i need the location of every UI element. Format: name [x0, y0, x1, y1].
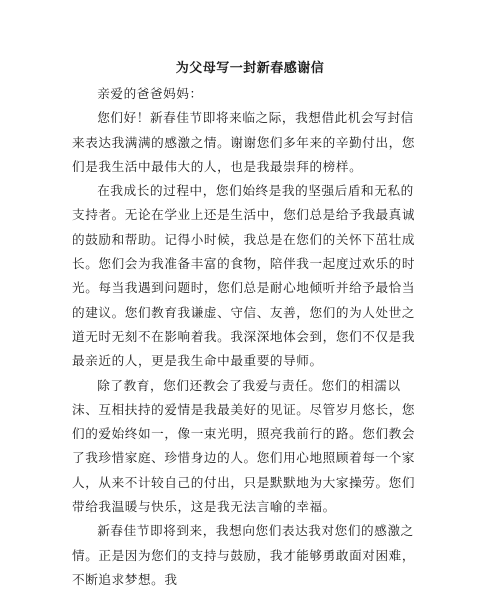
letter-paragraph: 新春佳节即将到来，我想向您们表达我对您们的感激之情。正是因为您们的支持与鼓励，我才能够勇敢面对困难，不断追求梦想。我	[72, 523, 416, 587]
letter-body	[72, 82, 426, 592]
letter-paragraph: 除了教育，您们还教会了我爱与责任。您们的相濡以沫、互相扶持的爱情是我最美好的见证。尽管岁月悠长，您们的爱始终如一，像一束光明，照亮我前行的路。您们教会了我珍惜家庭、珍惜身边的人。您们用心地照顾着每一个家人，从来不计较自己的付出，只是默默地为大家操劳。您们带给我温暖与快乐，这是我无法言喻的幸福。	[72, 377, 416, 515]
letter-paragraph: 您们好！新春佳节即将来临之际，我想借此机会写封信来表达我满满的感激之情。谢谢您们多年来的辛勤付出，您们是我生活中最伟大的人，也是我最崇拜的榜样。	[72, 110, 416, 174]
letter-paragraph: 在我成长的过程中，您们始终是我的坚强后盾和无私的支持者。无论在学业上还是生活中，您们总是给予我最真诚的鼓励和帮助。记得小时候，我总是在您们的关怀下茁壮成长。您们会为我准备丰富的食物，陪伴我一起度过欢乐的时光。每当我遇到问题时，您们总是耐心地倾听并给予最恰当的建议。您们教育我谦虚、守信、友善，您们的为人处世之道无时无刻不在影响着我。我深深地体会到，您们不仅是我最亲近的人，更是我生命中最重要的导师。	[72, 183, 416, 369]
letter-greeting: 亲爱的爸爸妈妈：	[97, 86, 203, 101]
letter-title: 为父母写一封新春感谢信	[175, 61, 325, 76]
